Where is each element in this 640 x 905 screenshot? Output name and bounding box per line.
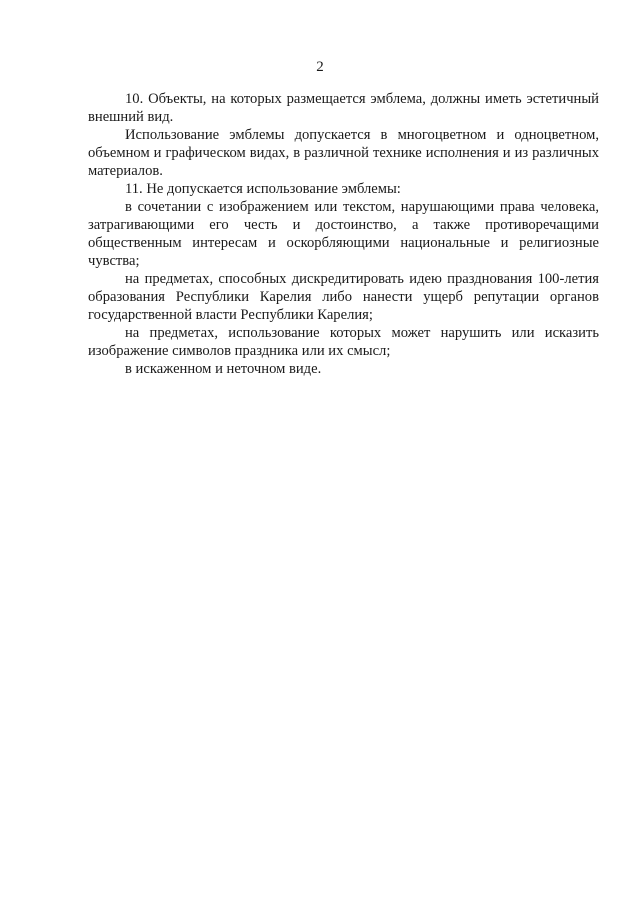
paragraph-prohibited-combination: в сочетании с изображением или текстом, нарушающими права человека, затрагивающими его честь и достоинство, а также противоречащими общественным интересам и оскорбляющими национальные и религиозные чувства; [88, 199, 599, 269]
page-number: 2 [316, 59, 324, 75]
paragraph-emblem-usage-variants: Использование эмблемы допускается в многоцветном и одноцветном, объемном и графическом видах, в различной технике исполнения и из различных материалов. [88, 127, 599, 179]
paragraph-prohibited-distorted-form: в искаженном и неточном виде. [125, 361, 322, 377]
paragraph-10-objects-aesthetic: 10. Объекты, на которых размещается эмблема, должны иметь эстетичный внешний вид. [88, 91, 599, 125]
paragraph-11-prohibited-usage: 11. Не допускается использование эмблемы: [125, 181, 401, 197]
paragraph-prohibited-distortion-items: на предметах, использование которых может нарушить или исказить изображение символов праздника или их смысл; [88, 325, 599, 359]
paragraph-prohibited-discrediting-items: на предметах, способных дискредитировать идею празднования 100-летия образования Республики Карелия либо нанести ущерб репутации органов государственной власти Республики Карелия; [88, 271, 599, 323]
document-body [88, 90, 599, 378]
